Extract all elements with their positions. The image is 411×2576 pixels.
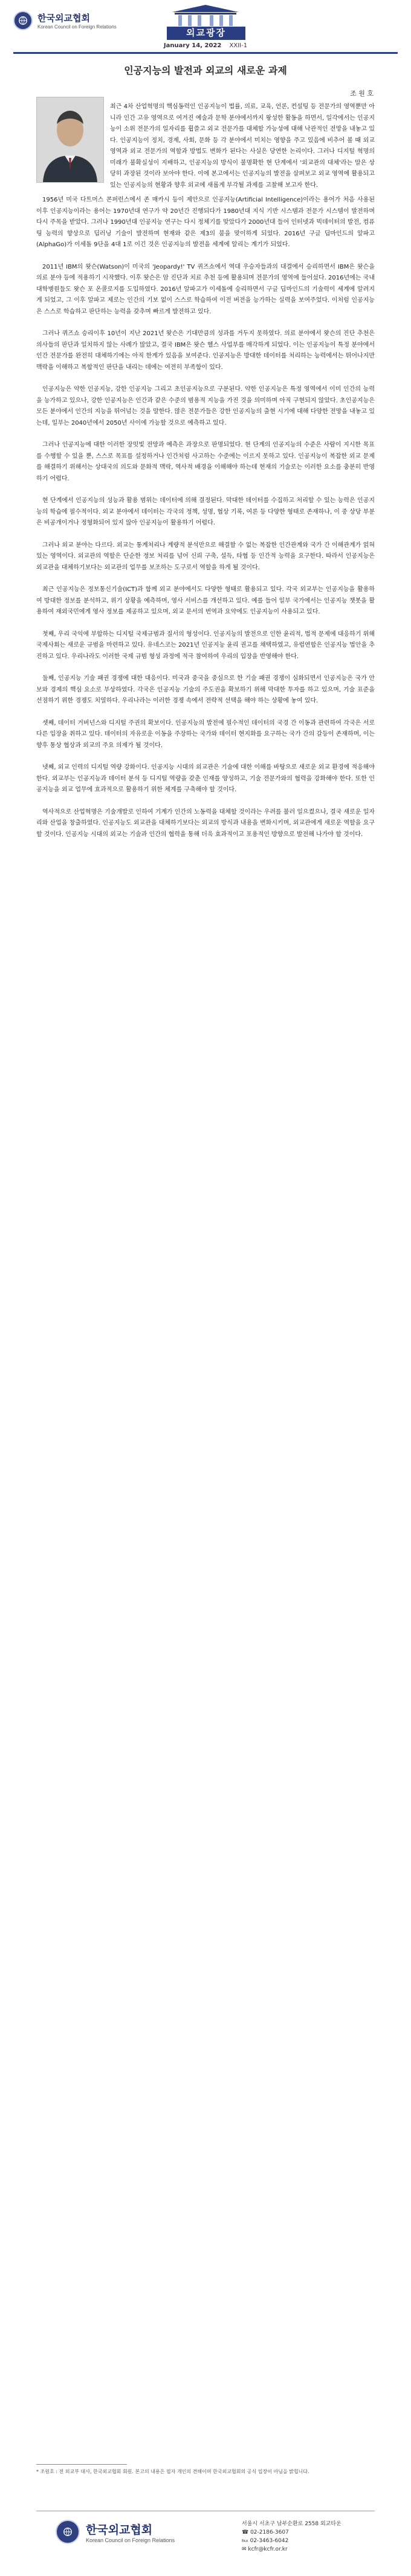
masthead-header [0, 0, 411, 54]
masthead-graphic [0, 5, 411, 29]
article-title: 인공지능의 발전과 외교의 새로운 과제 [124, 65, 287, 76]
article-paragraph: 2011년 IBM의 왓슨(Watson)이 미국의 'Jeopardy!' TV 퀴즈쇼에서 역대 우승자들과의 대결에서 승리하면서 IBM은 왓슨을 의료 분야 등에 적용하기 시작했다. 이후 왓슨은 암 진단과 치료 추천 등에 활용되며 전문가의 영역에 들어섰다. 2016년에는 국내 대학병원들도 왓슨 포 온콜로지를 도입하였다. 2016년 알파고가 이세돌에 승리하면서 구글 딥마인드의 기술력이 세계에 알려지게 되었고, 그 이후 알파고 제로는 인간의 기보 없이 스스로 학습하여 이전 버전을 능가하는 실력을 보여주었다. 이처럼 인공지능은 스스로 학습하고 판단하는 능력을 갖추며 빠르게 발전하고 있다. [36, 263, 375, 315]
article-author: 조 원 호 [350, 90, 374, 97]
footer-logo-icon [56, 2520, 80, 2544]
article-paragraph: 1956년 미국 다트머스 콘퍼런스에서 존 매카시 등이 제안으로 인공지능(Artificial Intelligence)이라는 용어가 처음 사용된 이후 인공지능이라는 용어는 1970년대 연구가 약 20년간 진행되다가 1980년대 지식 기반 시스템과 전문가 시스템이 발전하며 다시 주목을 받았다. 그러나 1990년대 인공지능 연구는 다시 정체기를 맞았다가 2000년대 들어 인터넷과 빅데이터의 발전, 컴퓨팅 능력의 향상으로 딥러닝 기술이 발전하며 현재와 같은 제3의 붐을 맞이하게 되었다. 2016년 구글 딥마인드의 알파고(AlphaGo)가 이세돌 9단을 4대 1로 이긴 것은 인공지능의 발전을 세계에 알리는 계기가 되었다. [36, 197, 375, 248]
footer-contact [242, 2520, 341, 2554]
email-icon: ✉ [242, 2546, 248, 2552]
fax-icon: ℻ [242, 2538, 250, 2544]
article-paragraph: 셋째, 데이터 거버넌스와 디지털 주권의 확보이다. 인공지능의 발전에 필수적인 데이터의 국경 간 이동과 관련하여 각국은 서로 다른 입장을 취하고 있다. 데이터의 자유로운 이동을 주장하는 국가와 데이터 현지화를 요구하는 국가 간의 갈등이 존재하며, 이는 향후 통상 협상과 외교의 주요 의제가 될 것이다. [36, 719, 375, 749]
issue-line [0, 42, 411, 49]
footer-brand [56, 2520, 175, 2544]
author-portrait [36, 97, 104, 183]
article-paragraph: 넷째, 외교 인력의 디지털 역량 강화이다. 인공지능 시대의 외교관은 기술에 대한 이해를 바탕으로 새로운 외교 환경에 적응해야 한다. 외교부는 인공지능과 데이터 분석 등 디지털 역량을 갖춘 인재를 양성하고, 기술 전문가와의 협력을 강화해야 한다. 또한 인공지능을 외교 업무에 효과적으로 활용하기 위한 체계를 구축해야 할 것이다. [36, 764, 375, 793]
article-body [36, 195, 375, 851]
author-footnote: * 조원호 : 전 외교부 대사, 한국외교협회 회원. 본고의 내용은 필자 개인의 견해이며 한국외교협회의 공식 입장이 아님을 밝힙니다. [36, 2469, 309, 2474]
article-paragraph: 둘째, 인공지능 기술 패권 경쟁에 대한 대응이다. 미국과 중국을 중심으로 한 기술 패권 경쟁이 심화되면서 인공지능은 국가 안보와 경제의 핵심 요소로 부상하였다. 각국은 인공지능 기술의 주도권을 확보하기 위해 막대한 투자를 하고 있으며, 기술 표준을 선점하기 위한 경쟁도 치열하다. 우리나라는 이러한 경쟁 속에서 전략적 선택을 해야 하는 상황에 놓여 있다. [36, 675, 375, 704]
footer-brand-name-en: Korean Council on Foreign Relations [86, 2537, 175, 2543]
article-paragraph: 인공지능은 약한 인공지능, 강한 인공지능 그리고 초인공지능으로 구분된다. 약한 인공지능은 특정 영역에서 이미 인간의 능력을 능가하고 있으나, 강한 인공지능은 인간과 같은 수준의 범용적 지능을 가진 것을 의미하며 아직 구현되지 않았다. 초인공지능은 모든 분야에서 인간의 지능을 뛰어넘는 것을 말한다. 많은 전문가들은 강한 인공지능의 출현 시기에 대해 다양한 전망을 내놓고 있는데, 일부는 2040년에서 2050년 사이에 가능할 것으로 예측하고 있다. [36, 386, 375, 427]
article-paragraph: 최근 인공지능은 정보통신기술(ICT)과 함께 외교 분야에서도 다양한 형태로 활용되고 있다. 각국 외교부는 인공지능을 활용하여 방대한 정보를 분석하고, 위기 상황을 예측하며, 영사 서비스를 개선하고 있다. 예를 들어 일부 국가에서는 인공지능 챗봇을 활용하여 재외국민에게 영사 정보를 제공하고 있으며, 외교 문서의 번역과 요약에도 인공지능이 사용되고 있다. [36, 586, 375, 615]
article-intro: 최근 4차 산업혁명의 핵심동력인 인공지능이 법률, 의료, 교육, 언론, 컨설팅 등 전문가의 영역뿐만 아니라 인간 고유 영역으로 여겨진 예술과 문학 분야에서까지 왕성한 활동을 하면서, 일각에서는 인공지능이 소위 전문가의 일자리를 휩쓸고 외교 전문가를 대체할 가능성에 대해 낙관적인 전망을 내놓고 있다. 인공지능이 정치, 경제, 사회, 문화 등 각 분야에서 미치는 영향을 주고 있음에 비추어 볼 때 외교 영역과 외교 전문가의 역할과 방법도 변화가 된다는 사실은 당연한 논리이다. 그러나 디지털 혁명의 미래가 불확실성이 지배하고, 인공지능의 방식이 불명확한 현 단계에서 '외교관의 대체'라는 말은 상당히 과장된 것이라 보아야 한다. 이에 본고에서는 인공지능의 발전을 살펴보고 외교 영역에 활용되고 있는 인공지능의 현황과 향후 외교에 새롭게 부각될 과제를 고찰해 보고자 한다. [110, 103, 375, 189]
issue-date: January 14, 2022 [163, 42, 222, 49]
footer-email[interactable]: kcfr@kcfr.or.kr [248, 2546, 288, 2552]
footer-brand-name-kr: 한국외교협회 [86, 2523, 153, 2537]
header-divider [13, 52, 398, 54]
footer-address: 서울시 서초구 남부순환로 2558 외교타운 [242, 2521, 341, 2527]
brand-name-en: Korean Council on Foreign Relations [37, 24, 117, 30]
article-paragraph: 현 단계에서 인공지능의 성능과 활용 범위는 데이터에 의해 결정된다. 막대한 데이터를 수집하고 처리할 수 있는 능력은 인공지능의 학습에 필수적이다. 외교 분야에서 데이터는 각국의 정책, 성명, 협상 기록, 여론 등 다양한 형태로 존재하나, 이 중 상당 부분은 비공개이거나 정형화되어 있지 않아 인공지능이 활용하기 어렵다. [36, 497, 375, 526]
portrait-image [37, 97, 103, 182]
article-paragraph: 그러나 인공지능에 대한 이러한 장밋빛 전망과 예측은 과장으로 판명되었다. 현 단계의 인공지능의 수준은 사람이 지시한 목표를 수행할 수 있을 뿐, 스스로 목표를 설정하거나 인간처럼 사고하는 수준에는 이르지 못하고 있다. 인공지능이 복잡한 외교 문제를 해결하기 위해서는 상대국의 의도와 문화적 맥락, 역사적 배경을 이해해야 하는데 현재의 기술로는 이러한 요소를 충분히 반영하기 어렵다. [36, 442, 375, 482]
issue-number: XXII-1 [229, 42, 248, 49]
footer-fax: 02-3463-6042 [250, 2538, 289, 2544]
article-paragraph: 첫째, 우리 국익에 부합하는 디지털 국제규범과 질서의 형성이다. 인공지능의 발전으로 인한 윤리적, 법적 문제에 대응하기 위해 국제사회는 새로운 규범을 마련하고 있다. 유네스코는 2021년 인공지능 윤리 권고를 채택하였고, 유럽연합은 인공지능 법안을 추진하고 있다. 우리나라도 이러한 국제 규범 형성 과정에 적극 참여하여 우리의 입장을 반영해야 한다. [36, 630, 375, 660]
article-paragraph: 역사적으로 산업혁명은 기술개발로 인하여 기계가 인간의 노동력을 대체할 것이라는 우려를 불러 일으켰으나, 결국 새로운 일자리와 산업을 창출하였다. 인공지능도 외교관을 대체하기보다는 외교의 방식과 내용을 변화시키며, 외교관에게 새로운 역할을 요구할 것이다. 인공지능 시대의 외교는 기술과 인간의 협력을 통해 더욱 효과적이고 포용적인 방향으로 발전해 나가야 할 것이다. [36, 808, 375, 838]
article-paragraph: 그러나 외교 분야는 다르다. 외교는 통계처리나 계량적 분석만으로 해결할 수 없는 복잡한 인간관계와 국가 간 이해관계가 얽혀 있는 영역이다. 외교관의 역할은 단순한 정보 처리를 넘어 신뢰 구축, 설득, 타협 등 인간적 능력을 요구한다. 따라서 인공지능은 외교관을 대체하기보다는 외교관의 업무를 보조하는 도구로서 역할을 하게 될 것이다. [36, 541, 375, 571]
newsletter-title: 외교광장 [167, 27, 245, 40]
footer-tel: 02-2186-3607 [250, 2529, 289, 2535]
phone-icon: ☎ [242, 2529, 251, 2535]
brand-name-kr: 한국외교협회 [37, 13, 90, 24]
pillars-icon [166, 5, 245, 27]
article-paragraph: 그러나 퀴즈쇼 승리이후 10년이 지난 2021년 왓슨은 기대만큼의 성과를 거두지 못하였다. 의료 분야에서 왓슨의 진단 추천은 의사들의 판단과 일치하지 않는 사례가 많았고, 결국 IBM은 왓슨 헬스 사업부를 매각하게 되었다. 이는 인공지능이 특정 분야에서 인간 전문가를 완전히 대체하기에는 아직 한계가 있음을 보여준다. 인공지능은 방대한 데이터를 처리하는 능력에서는 뛰어나지만 맥락을 이해하고 복합적인 판단을 내리는 데에는 여전히 부족함이 있다. [36, 330, 375, 371]
footnote-divider [36, 2464, 127, 2465]
